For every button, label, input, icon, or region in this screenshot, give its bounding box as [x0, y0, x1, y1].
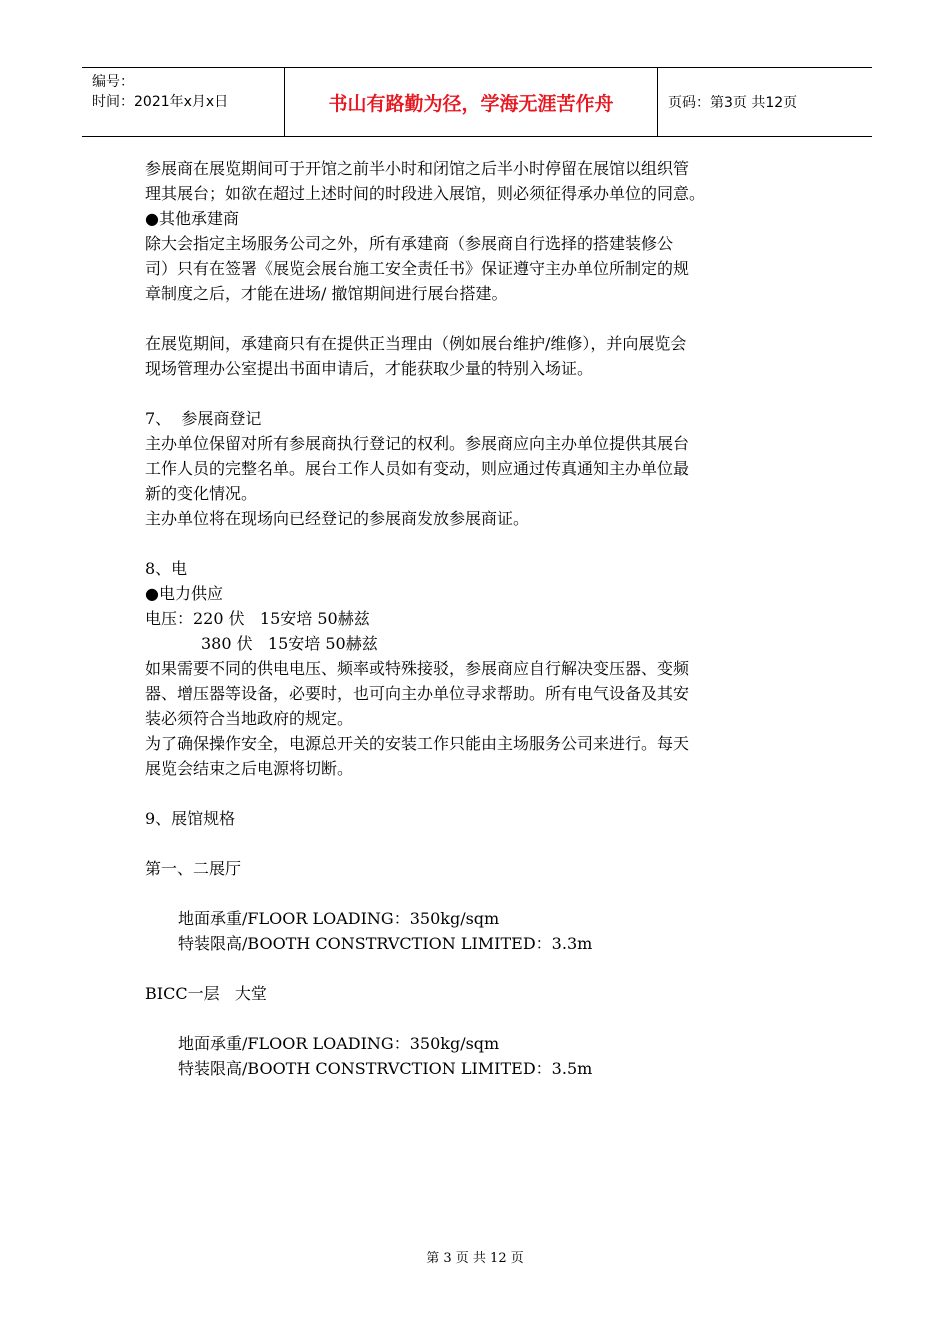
- section-heading: 9、展馆规格: [145, 809, 236, 828]
- paragraph-line: 主办单位将在现场向已经登记的参展商发放参展商证。: [145, 509, 530, 528]
- paragraph-line: 展览会结束之后电源将切断。: [145, 759, 354, 778]
- subsection-heading: 第一、二展厅: [145, 859, 242, 878]
- paragraph-line: 除大会指定主场服务公司之外，所有承建商（参展商自行选择的搭建装修公: [145, 234, 674, 253]
- spec-line: 特装限高/BOOTH CONSTRVCTION LIMITED：3.5m: [178, 1059, 593, 1078]
- paragraph-line: 理其展台；如欲在超过上述时间的时段进入展馆，则必须征得承办单位的同意。: [145, 184, 706, 203]
- paragraph-line: 在展览期间，承建商只有在提供正当理由（例如展台维护/维修），并向展览会: [145, 334, 687, 353]
- section-heading: 8、电: [145, 559, 188, 578]
- serial-label: 编号：: [92, 74, 134, 90]
- paragraph-line: 现场管理办公室提出书面申请后，才能获取少量的特别入场证。: [145, 359, 594, 378]
- paragraph-line: 主办单位保留对所有参展商执行登记的权利。参展商应向主办单位提供其展台: [145, 434, 690, 453]
- subsection-heading: BICC一层 大堂: [145, 984, 267, 1003]
- section-bullet: ●其他承建商: [145, 209, 239, 228]
- spec-line: 地面承重/FLOOR LOADING：350kg/sqm: [178, 909, 500, 928]
- header-motto: 书山有路勤为径，学海无涯苦作舟: [285, 68, 658, 136]
- header-page-info: 页码：第3页 共12页: [668, 95, 798, 111]
- spec-line: 特装限高/BOOTH CONSTRVCTION LIMITED：3.3m: [178, 934, 593, 953]
- paragraph-line: 工作人员的完整名单。展台工作人员如有变动，则应通过传真通知主办单位最: [145, 459, 690, 478]
- paragraph-line: 为了确保操作安全，电源总开关的安装工作只能由主场服务公司来进行。每天: [145, 734, 690, 753]
- paragraph-line: 章制度之后，才能在进场/ 撤馆期间进行展台搭建。: [145, 284, 508, 303]
- spec-line: 地面承重/FLOOR LOADING：350kg/sqm: [178, 1034, 500, 1053]
- document-body: [145, 156, 825, 1081]
- paragraph-line: 装必须符合当地政府的规定。: [145, 709, 354, 728]
- paragraph-line: 如果需要不同的供电电压、频率或特殊接驳，参展商应自行解决变压器、变频: [145, 659, 690, 678]
- page-header: [82, 67, 872, 137]
- section-heading: 7、 参展商登记: [145, 409, 262, 428]
- paragraph-line: 参展商在展览期间可于开馆之前半小时和闭馆之后半小时停留在展馆以组织管: [145, 159, 690, 178]
- paragraph-line: 器、增压器等设备，必要时，也可向主办单位寻求帮助。所有电气设备及其安: [145, 684, 690, 703]
- paragraph-line: 380 伏 15安培 50赫兹: [201, 634, 378, 653]
- paragraph-line: 电压：220 伏 15安培 50赫兹: [145, 609, 370, 628]
- page-footer: 第 3 页 共 12 页: [426, 1251, 524, 1266]
- header-meta: [82, 68, 285, 136]
- paragraph-line: 司）只有在签署《展览会展台施工安全责任书》保证遵守主办单位所制定的规: [145, 259, 690, 278]
- date-label: 时间：2021年x月x日: [92, 94, 229, 110]
- section-bullet: ●电力供应: [145, 584, 223, 603]
- paragraph-line: 新的变化情况。: [145, 484, 258, 503]
